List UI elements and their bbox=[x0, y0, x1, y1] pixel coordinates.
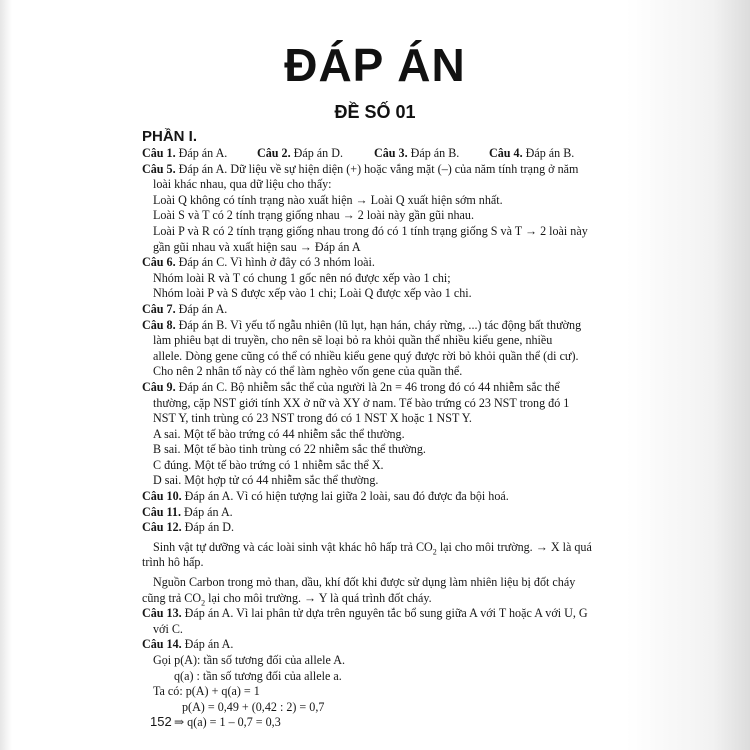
text-line: thường, cặp NST giới tính XX ở nữ và XY ở nam. Tế bào trứng có 23 NST trong đó 1 bbox=[153, 395, 570, 410]
text-line: Nhóm loài P và S được xếp vào 1 chi; Loài Q được xếp vào 1 chi. bbox=[153, 286, 472, 301]
answer-2 bbox=[257, 146, 374, 162]
scan-page-margin bbox=[626, 0, 750, 750]
text-segment: Sinh vật tự dưỡng và các loài sinh vật khác hô hấp trả CO bbox=[153, 539, 433, 554]
answer-text: Đáp án C. Bộ nhiễm sắc thể của người là 2n = 46 trong đó có 44 nhiễm sắc thể bbox=[175, 379, 560, 394]
scan-edge-shadow bbox=[0, 0, 12, 750]
question-11-line bbox=[142, 505, 627, 521]
question-label: Câu 14. bbox=[142, 637, 182, 652]
formula-line: Gọi p(A): tần số tương đối của allele A. bbox=[153, 653, 345, 667]
question-label: Câu 3. bbox=[374, 146, 408, 160]
formula-line: q(a) : tần số tương đối của allele a. bbox=[174, 668, 342, 683]
text-line: Loài Q không có tính trạng nào xuất hiện → Loài Q xuất hiện sớm nhất. bbox=[153, 192, 503, 207]
text-line: trình hô hấp. bbox=[142, 555, 204, 570]
text-line bbox=[142, 540, 627, 556]
question-label: Câu 5. bbox=[142, 161, 176, 176]
text-line bbox=[142, 591, 627, 607]
answer-text: Đáp án B. bbox=[407, 146, 460, 160]
question-14-line bbox=[142, 637, 627, 653]
answer-text: Đáp án A. bbox=[180, 504, 233, 519]
text-line: allele. Dòng gene cũng có thể có nhiều kiểu gene quý được rời bỏ khỏi quần thể (di cư). bbox=[153, 348, 579, 363]
text-line: A sai. Một tế bào trứng có 44 nhiễm sắc thể thường. bbox=[153, 426, 405, 441]
subscript: 2 bbox=[432, 547, 437, 556]
book-page bbox=[125, 22, 625, 732]
text-line: gần gũi nhau và xuất hiện sau → Đáp án A bbox=[153, 239, 361, 254]
text-line: D sai. Một hợp tử có 44 nhiễm sắc thể thường. bbox=[153, 473, 379, 488]
question-5-line bbox=[142, 162, 627, 178]
question-label: Câu 2. bbox=[257, 146, 291, 160]
answers-row-1-4 bbox=[142, 146, 627, 162]
text-line: NST Y, tinh trùng có 23 NST trong đó có 1 NST X hoặc 1 NST Y. bbox=[153, 411, 472, 426]
text-line: làm phiêu bạt di truyền, cho nên sẽ loại bỏ ra khỏi quần thể nhiều kiểu gene, nhiều bbox=[153, 333, 553, 348]
text-segment: lại cho môi trường. → X là quá bbox=[436, 539, 592, 554]
text-line: Loài P và R có 2 tính trạng giống nhau trong đó có 1 tính trạng giống S và T → 2 loài này bbox=[153, 223, 588, 238]
question-7-line bbox=[142, 302, 627, 318]
text-line: Nhóm loài R và T có chung 1 gốc nên nó được xếp vào 1 chi; bbox=[153, 270, 451, 285]
text-line: B sai. Một tế bào tinh trùng có 22 nhiễm sắc thể thường. bbox=[153, 442, 426, 457]
question-label: Câu 7. bbox=[142, 301, 176, 316]
answer-4 bbox=[489, 146, 574, 162]
question-13-line bbox=[142, 606, 627, 622]
text-line: Cho nên 2 nhân tố này có thể làm nghèo vốn gene của quần thể. bbox=[153, 364, 463, 379]
question-label: Câu 13. bbox=[142, 606, 182, 621]
subscript: 2 bbox=[201, 598, 206, 607]
text-line: C đúng. Một tế bào trứng có 1 nhiễm sắc thể X. bbox=[153, 457, 384, 472]
text-line: với C. bbox=[153, 621, 183, 636]
text-segment: lại cho môi trường. → Y là quá trình đốt cháy. bbox=[205, 590, 432, 605]
part-title: PHẦN I. bbox=[142, 128, 198, 145]
question-9-line bbox=[142, 380, 627, 396]
answer-text: Đáp án D. bbox=[181, 520, 235, 535]
question-label: Câu 4. bbox=[489, 146, 523, 160]
answer-text: Đáp án B. Vì yếu tố ngẫu nhiên (lũ lụt, hạn hán, cháy rừng, ...) tác động bất thường bbox=[175, 317, 582, 332]
formula-line: p(A) = 0,49 + (0,42 : 2) = 0,7 bbox=[182, 699, 325, 714]
question-12-line bbox=[142, 520, 627, 536]
question-10-line bbox=[142, 489, 627, 505]
question-label: Câu 8. bbox=[142, 317, 176, 332]
page-number: 152 bbox=[150, 714, 172, 729]
answer-text: Đáp án A. Dữ liệu về sự hiện diện (+) hoặc vắng mặt (–) của năm tính trạng ở năm bbox=[175, 161, 579, 176]
answer-text: Đáp án A. Vì lai phân tử dựa trên nguyên tắc bổ sung giữa A với T hoặc A với U, G bbox=[181, 606, 588, 621]
question-label: Câu 9. bbox=[142, 379, 176, 394]
formula-line: ⇒ q(a) = 1 – 0,7 = 0,3 bbox=[174, 715, 281, 730]
exam-subtitle: ĐỀ SỐ 01 bbox=[334, 102, 416, 122]
answer-text: Đáp án A. bbox=[175, 301, 228, 316]
answer-content bbox=[142, 128, 627, 731]
page-title: ĐÁP ÁN bbox=[284, 39, 466, 91]
answer-text: Đáp án B. bbox=[522, 146, 575, 160]
question-label: Câu 10. bbox=[142, 489, 182, 504]
text-line: Nguồn Carbon trong mỏ than, dầu, khí đốt khi được sử dụng làm nhiên liệu bị đốt cháy bbox=[153, 575, 576, 590]
question-label: Câu 11. bbox=[142, 504, 181, 519]
text-segment: cũng trả CO bbox=[142, 590, 202, 605]
text-line: loài khác nhau, qua dữ liệu cho thấy: bbox=[153, 177, 332, 192]
text-line: Loài S và T có 2 tính trạng giống nhau → 2 loài này gần gũi nhau. bbox=[153, 208, 474, 223]
answer-text: Đáp án C. Vì hình ở đây có 3 nhóm loài. bbox=[175, 255, 375, 270]
answer-text: Đáp án D. bbox=[290, 146, 343, 160]
answer-1 bbox=[142, 146, 257, 162]
answer-text: Đáp án A. bbox=[175, 146, 228, 160]
question-label: Câu 6. bbox=[142, 255, 176, 270]
formula-line: Ta có: p(A) + q(a) = 1 bbox=[153, 684, 260, 699]
answer-3 bbox=[374, 146, 489, 162]
question-6-line bbox=[142, 255, 627, 271]
answer-text: Đáp án A. bbox=[181, 637, 234, 652]
question-8-line bbox=[142, 318, 627, 334]
question-label: Câu 1. bbox=[142, 146, 176, 160]
question-label: Câu 12. bbox=[142, 520, 182, 535]
answer-text: Đáp án A. Vì có hiện tượng lai giữa 2 loài, sau đó được đa bội hoá. bbox=[181, 489, 509, 504]
